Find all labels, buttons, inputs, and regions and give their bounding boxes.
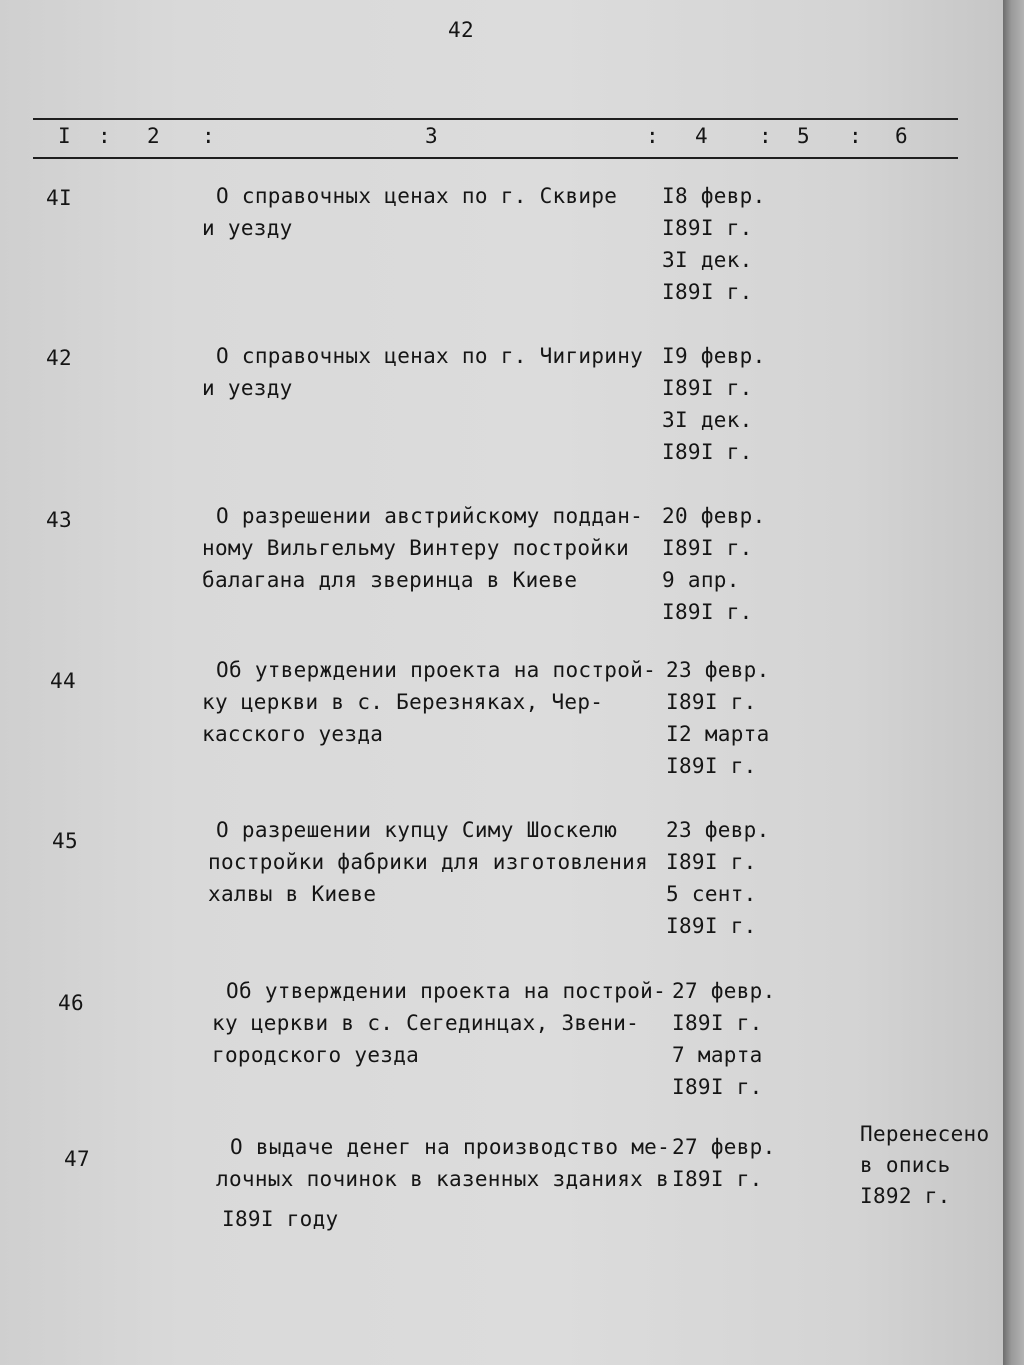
row-title-line: О справочных ценах по г. Сквире xyxy=(216,184,618,208)
column-header-6: 6 xyxy=(895,124,908,148)
row-date-line: 5 сент. xyxy=(666,882,757,906)
row-date-line: 20 февр. xyxy=(662,504,766,528)
row-date-line: 7 марта xyxy=(672,1043,763,1067)
row-note-line: в опись xyxy=(860,1153,951,1177)
row-title-line: О выдаче денег на производство ме- xyxy=(230,1135,671,1159)
row-title-line: Об утверждении проекта на построй- xyxy=(216,658,657,682)
row-number: 45 xyxy=(52,829,78,853)
row-date-line: I8 февр. xyxy=(662,184,766,208)
row-title-line: О разрешении купцу Симу Шоскелю xyxy=(216,818,618,842)
row-title-line: ку церкви в с. Сегединцах, Звени- xyxy=(212,1011,640,1035)
column-header-5: 5 xyxy=(797,124,810,148)
row-date-line: I89I г. xyxy=(662,376,753,400)
row-number: 46 xyxy=(58,991,84,1015)
row-title-line: О справочных ценах по г. Чигирину xyxy=(216,344,644,368)
row-title-line: и уезду xyxy=(202,216,293,240)
row-date-line: I89I г. xyxy=(662,280,753,304)
row-number: 4I xyxy=(46,186,72,210)
row-date-line: I89I г. xyxy=(672,1075,763,1099)
row-date-line: 3I дек. xyxy=(662,408,753,432)
row-date-line: I89I г. xyxy=(666,754,757,778)
row-date-line: 27 февр. xyxy=(672,1135,776,1159)
header-rule-bottom xyxy=(33,157,958,159)
page-number: 42 xyxy=(448,18,474,42)
row-date-line: I89I г. xyxy=(662,440,753,464)
column-header-2: 2 xyxy=(147,124,160,148)
column-header-4: 4 xyxy=(695,124,708,148)
row-date-line: I89I г. xyxy=(662,600,753,624)
row-date-line: I89I г. xyxy=(666,850,757,874)
row-title-line: постройки фабрики для изготовления xyxy=(208,850,649,874)
row-number: 44 xyxy=(50,669,76,693)
column-separator: : xyxy=(202,124,215,148)
column-header-3: 3 xyxy=(425,124,438,148)
row-date-line: I2 марта xyxy=(666,722,770,746)
row-date-line: I9 февр. xyxy=(662,344,766,368)
row-date-line: I89I г. xyxy=(666,914,757,938)
row-date-line: I89I г. xyxy=(666,690,757,714)
header-rule-top xyxy=(33,118,958,120)
row-title-line: и уезду xyxy=(202,376,293,400)
row-title-line: лочных починок в казенных зданиях в xyxy=(216,1167,670,1191)
row-title-line: Об утверждении проекта на построй- xyxy=(226,979,667,1003)
column-separator: : xyxy=(98,124,111,148)
row-title-line: халвы в Киеве xyxy=(208,882,377,906)
column-separator: : xyxy=(646,124,659,148)
row-date-line: 3I дек. xyxy=(662,248,753,272)
row-date-line: 23 февр. xyxy=(666,818,770,842)
row-date-line: I89I г. xyxy=(672,1167,763,1191)
row-note-line: I892 г. xyxy=(860,1184,951,1208)
row-title-line: балагана для зверинца в Киеве xyxy=(202,568,578,592)
row-title-line: I89I году xyxy=(222,1207,339,1231)
row-date-line: I89I г. xyxy=(672,1011,763,1035)
column-separator: : xyxy=(759,124,772,148)
row-number: 43 xyxy=(46,508,72,532)
row-note-line: Перенесено xyxy=(860,1122,990,1146)
row-date-line: I89I г. xyxy=(662,536,753,560)
row-date-line: I89I г. xyxy=(662,216,753,240)
row-date-line: 27 февр. xyxy=(672,979,776,1003)
row-date-line: 23 февр. xyxy=(666,658,770,682)
row-date-line: 9 апр. xyxy=(662,568,740,592)
row-title-line: О разрешении австрийскому поддан- xyxy=(216,504,644,528)
row-title-line: касского уезда xyxy=(202,722,384,746)
row-title-line: городского уезда xyxy=(212,1043,420,1067)
column-separator: : xyxy=(849,124,862,148)
row-title-line: ку церкви в с. Березняках, Чер- xyxy=(202,690,604,714)
page-edge xyxy=(1003,0,1024,1365)
row-number: 47 xyxy=(64,1147,90,1171)
row-title-line: ному Вильгельму Винтеру постройки xyxy=(202,536,630,560)
column-header-1: I xyxy=(58,124,71,148)
row-number: 42 xyxy=(46,346,72,370)
